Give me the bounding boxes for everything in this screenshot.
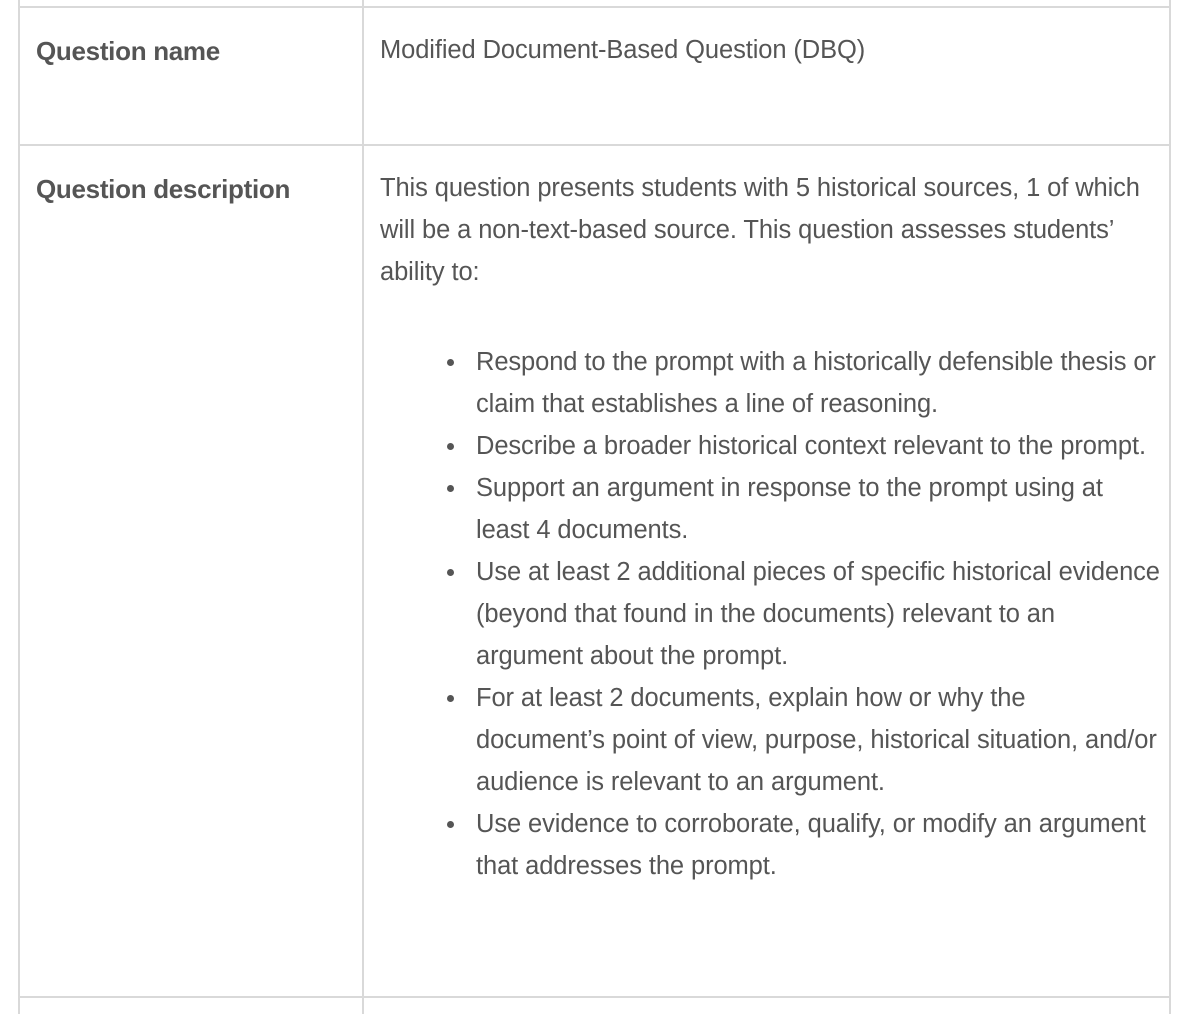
table-row-divider-middle xyxy=(18,144,1171,146)
question-name-value: Modified Document-Based Question (DBQ) xyxy=(380,36,866,64)
list-item: For at least 2 documents, explain how or why the document’s point of view, purpose, historical situation, and/or audience is relevant to an argument. xyxy=(476,677,1160,803)
list-item: Use at least 2 additional pieces of specific historical evidence (beyond that found in the documents) relevant to an argument about the prompt. xyxy=(476,551,1160,677)
question-name-label: Question name xyxy=(36,36,220,66)
table-row-divider-bottom xyxy=(18,996,1171,998)
list-item: Support an argument in response to the prompt using at least 4 documents. xyxy=(476,467,1160,551)
table-column-divider xyxy=(362,0,364,1014)
table-border-right xyxy=(1169,0,1171,1014)
table-row-divider-top xyxy=(18,6,1171,8)
list-item: Respond to the prompt with a historically defensible thesis or claim that establishes a line of reasoning. xyxy=(476,341,1160,425)
description-intro: This question presents students with 5 historical sources, 1 of which will be a non-text-based source. This question assesses students’ ability to: xyxy=(380,174,1140,286)
question-description-label: Question description xyxy=(36,174,291,204)
skills-list xyxy=(380,341,1160,887)
list-item: Use evidence to corroborate, qualify, or modify an argument that addresses the prompt. xyxy=(476,803,1160,887)
question-description-value xyxy=(380,167,1160,887)
list-item: Describe a broader historical context relevant to the prompt. xyxy=(476,425,1160,467)
table-border-left xyxy=(18,0,20,1014)
